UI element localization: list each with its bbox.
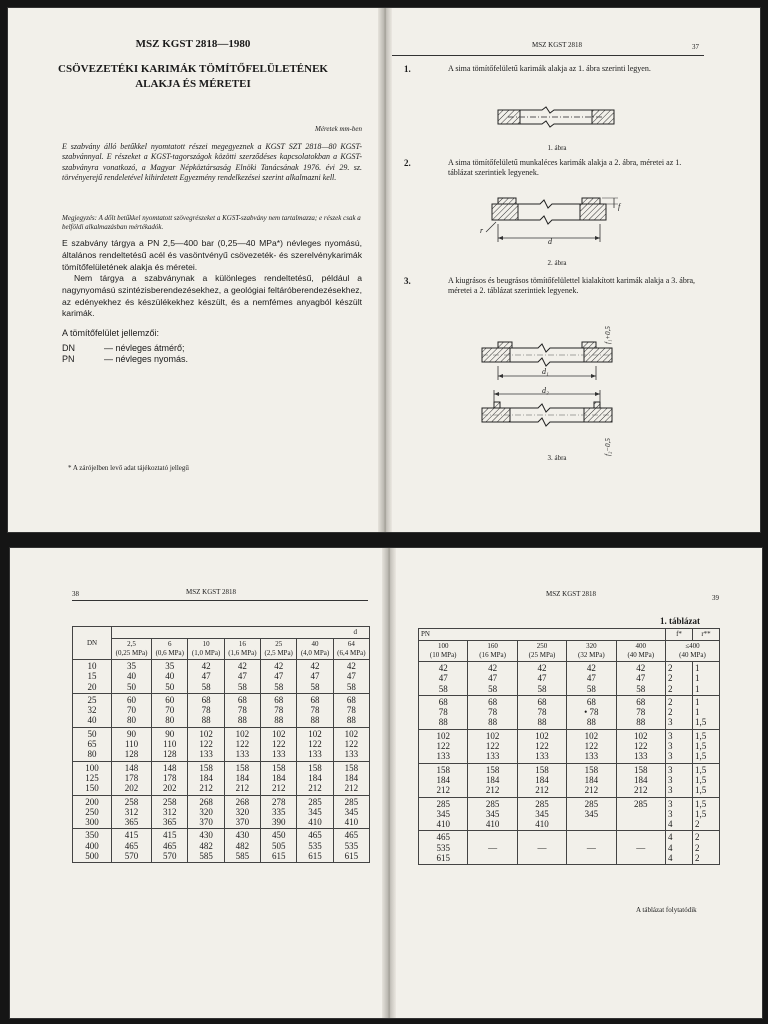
top-page-spread (8, 8, 760, 532)
d-value-cell: 35 40 50 (152, 660, 188, 694)
exclusion-paragraph: Nem tárgya a szabványnak a különleges rendeltetésű, például a nagynyomású szintézisberendezésekhez, a geológiai feltáróberendezésekhez, az edényekhez és készülékekhez készült, és a nemfémes anyagból készült karimák. (62, 273, 362, 319)
pressure-header: 25 (2,5 MPa) (261, 639, 297, 660)
right-page-37 (392, 8, 760, 532)
left-page-38 (10, 548, 380, 1018)
d-value-cell: 415 465 570 (152, 829, 188, 863)
dn-cell: 100 125 150 (73, 761, 112, 795)
dn-cell: 350 400 500 (73, 829, 112, 863)
figure-3-d1-label: d₁ (542, 367, 549, 376)
right-page-39 (396, 548, 762, 1018)
table-row-group (419, 662, 720, 696)
d-value-cell: 285 (616, 797, 665, 831)
d-value-cell: 102 122 133 (517, 729, 566, 763)
pn-term: PN (62, 354, 75, 364)
d-value-cell: 102 122 133 (297, 727, 333, 761)
dn-cell: 25 32 40 (73, 693, 112, 727)
running-header: MSZ KGST 2818 (186, 588, 237, 596)
d-value-cell: 35 40 50 (112, 660, 152, 694)
table-row-group (419, 763, 720, 797)
table-row-group (419, 831, 720, 865)
f-value-cell: 3 3 3 (666, 729, 693, 763)
r-value-cell: 1,5 1,5 2 (693, 797, 720, 831)
d-value-cell: 158 184 212 (419, 763, 468, 797)
header-rule (392, 55, 704, 56)
pn-definition: — névleges nyomás. (104, 354, 189, 364)
figure-2-d-label: d (548, 237, 552, 246)
pn-header: PN (419, 629, 666, 641)
item-3-number: 3. (404, 276, 411, 286)
figure-2-caption: 2. ábra (547, 259, 567, 267)
document-title-line-2: ALAKJA ÉS MÉRETEI (135, 78, 251, 90)
d-value-cell: 102 122 133 (224, 727, 260, 761)
d-value-cell: 42 47 58 (297, 660, 333, 694)
pressure-header: 160 (16 MPa) (468, 641, 517, 662)
r-value-cell: 2 2 2 (693, 831, 720, 865)
d-value-cell: 68 78 88 (468, 695, 517, 729)
d-value-cell: 68 78 88 (333, 693, 369, 727)
d-value-cell: 158 184 212 (517, 763, 566, 797)
f-value-cell: 3 3 3 (666, 763, 693, 797)
d-value-cell: 42 47 58 (333, 660, 369, 694)
d-value-cell: 430 482 585 (188, 829, 224, 863)
figure-1-caption: 1. ábra (547, 144, 567, 152)
d-value-cell: 430 482 585 (224, 829, 260, 863)
scope-paragraph: E szabvány tárgya a PN 2,5—400 bar (0,25—40 MPa*) névleges nyomású, általános rendeltetésű acél és vasöntvényű csövezeték- és szerelvénykarimák tömítőfelületének alakja és méretei. (62, 238, 362, 272)
d-value-cell: 90 110 128 (152, 727, 188, 761)
dn-definition: — névleges átmérő; (104, 343, 185, 353)
dn-cell: 10 15 20 (73, 660, 112, 694)
pressure-header: 320 (32 MPa) (567, 641, 616, 662)
r-subheader: ≤400 (40 MPa) (666, 641, 720, 662)
d-value-cell: 415 465 570 (112, 829, 152, 863)
table-row-group (73, 795, 370, 829)
d-value-cell: 68 • 78 88 (567, 695, 616, 729)
figure-3-f1-label: f₁+0,5 (604, 326, 612, 344)
f-value-cell: 2 2 2 (666, 662, 693, 696)
d-value-cell: 158 184 212 (224, 761, 260, 795)
table-title: 1. táblázat (660, 616, 700, 626)
table-row-group (73, 829, 370, 863)
d-value-cell: 68 78 88 (188, 693, 224, 727)
table-row-group (73, 761, 370, 795)
pressure-header: 16 (1,6 MPa) (224, 639, 260, 660)
pressure-header: 6 (0,6 MPa) (152, 639, 188, 660)
d-value-cell: 90 110 128 (112, 727, 152, 761)
pressure-header: 10 (1,0 MPa) (188, 639, 224, 660)
d-value-cell: 268 320 370 (224, 795, 260, 829)
item-1-text: A sima tömítőfelületű karimák alakja az 1. ábra szerinti legyen. (448, 64, 651, 73)
d-value-cell: 158 184 212 (616, 763, 665, 797)
d-value-cell: 158 184 212 (297, 761, 333, 795)
d-value-cell: — (517, 831, 566, 865)
page-number: 38 (72, 590, 79, 598)
r-value-cell: 1,5 1,5 1,5 (693, 729, 720, 763)
page-number: 37 (692, 43, 699, 51)
dn-cell: 50 65 80 (73, 727, 112, 761)
pressure-header: 400 (40 MPa) (616, 641, 665, 662)
item-2-number: 2. (404, 158, 411, 168)
d-value-cell: 285 345 410 (333, 795, 369, 829)
d-value-cell: 465 535 615 (419, 831, 468, 865)
d-value-cell: 42 47 58 (188, 660, 224, 694)
d-value-cell: 148 178 202 (112, 761, 152, 795)
item-2-text: A sima tömítőfelületű munkaléces karimák alakja a 2. ábra, méretei az 1. táblázat szerintiek legyenek. (448, 158, 682, 178)
item-3-text: A kiugrásos és beugrásos tömítőfelülettel kialakított karimák alakja a 3. ábra, méretei a 2. táblázat szerintiek legyenek. (448, 276, 696, 296)
table-row-group (419, 695, 720, 729)
d-value-cell: 68 78 88 (517, 695, 566, 729)
d-value-cell: 42 47 58 (224, 660, 260, 694)
r-value-cell: 1 1 1 (693, 662, 720, 696)
d-value-cell: 285 345 410 (419, 797, 468, 831)
d-value-cell: 60 70 80 (152, 693, 188, 727)
dn-term: DN (62, 343, 75, 353)
d-value-cell: 42 47 58 (468, 662, 517, 696)
d-value-cell: 102 122 133 (261, 727, 297, 761)
f-value-cell: 4 4 4 (666, 831, 693, 865)
continued-note: A táblázat folytatódik (636, 906, 697, 914)
table-row-group (419, 797, 720, 831)
d-value-cell: 42 47 58 (261, 660, 297, 694)
dimensions-note: Méretek mm-ben (315, 125, 362, 133)
d-value-cell: — (616, 831, 665, 865)
pressure-header: 40 (4,0 MPa) (297, 639, 333, 660)
table-row-group (73, 693, 370, 727)
d-value-cell: 102 122 133 (188, 727, 224, 761)
d-value-cell: 285 345 410 (297, 795, 333, 829)
standard-number-title: MSZ KGST 2818—1980 (135, 38, 251, 50)
d-header: d (112, 627, 370, 639)
d-value-cell: 60 70 80 (112, 693, 152, 727)
d-value-cell: 42 47 58 (419, 662, 468, 696)
pressure-header: 250 (25 MPa) (517, 641, 566, 662)
d-value-cell: 102 122 133 (567, 729, 616, 763)
d-value-cell: 42 47 58 (616, 662, 665, 696)
pressure-header: 2,5 (0,25 MPa) (112, 639, 152, 660)
d-value-cell: 42 47 58 (567, 662, 616, 696)
f-value-cell: 3 3 4 (666, 797, 693, 831)
d-value-cell: 285 345 410 (468, 797, 517, 831)
bottom-page-spread (10, 548, 762, 1018)
table-row-group (73, 660, 370, 694)
r-header: r** (693, 629, 720, 641)
table-1-right-part (418, 628, 720, 865)
d-value-cell: 42 47 58 (517, 662, 566, 696)
running-header: MSZ KGST 2818 (546, 590, 597, 598)
d-value-cell: 258 312 365 (152, 795, 188, 829)
figure-3-caption: 3. ábra (547, 454, 567, 462)
table-1-left-part (72, 626, 370, 863)
f-value-cell: 2 2 3 (666, 695, 693, 729)
dn-header: DN (73, 627, 112, 660)
d-value-cell: — (468, 831, 517, 865)
figure-3-male-female-drawing (472, 328, 632, 438)
running-header: MSZ KGST 2818 (532, 41, 583, 49)
document-title-line-1: CSÖVEZETÉKI KARIMÁK TÖMÍTŐFELÜLETÉNEK (58, 63, 328, 75)
d-value-cell: 268 320 370 (188, 795, 224, 829)
table-row-group (73, 727, 370, 761)
r-value-cell: 1,5 1,5 1,5 (693, 763, 720, 797)
figure-1-flange-drawing (492, 104, 622, 132)
d-value-cell: 68 78 88 (261, 693, 297, 727)
book-gutter (382, 548, 396, 1018)
footnote: * A zárójelben levő adat tájékoztató jellegű (68, 464, 189, 472)
d-value-cell: 465 535 615 (333, 829, 369, 863)
dn-cell: 200 250 300 (73, 795, 112, 829)
f-header: f* (666, 629, 693, 641)
d-value-cell: 278 335 390 (261, 795, 297, 829)
pressure-header: 100 (10 MPa) (419, 641, 468, 662)
d-value-cell: 158 184 212 (333, 761, 369, 795)
book-gutter (378, 8, 392, 532)
figure-2-f-label: f (618, 202, 621, 211)
d-value-cell: 68 78 88 (419, 695, 468, 729)
d-value-cell: 158 184 212 (468, 763, 517, 797)
figure-3-f2-label: f₂−0,5 (604, 438, 612, 456)
d-value-cell: 68 78 88 (297, 693, 333, 727)
d-value-cell: — (567, 831, 616, 865)
d-value-cell: 102 122 133 (468, 729, 517, 763)
d-value-cell: 102 122 133 (419, 729, 468, 763)
d-value-cell: 158 184 212 (567, 763, 616, 797)
r-value-cell: 1 1 1,5 (693, 695, 720, 729)
figure-3-d2-label: d₂ (542, 386, 549, 395)
d-value-cell: 158 184 212 (261, 761, 297, 795)
d-value-cell: 158 184 212 (188, 761, 224, 795)
d-value-cell: 285 345 410 (517, 797, 566, 831)
d-value-cell: 102 122 133 (333, 727, 369, 761)
d-value-cell: 68 78 88 (224, 693, 260, 727)
d-value-cell: 148 178 202 (152, 761, 188, 795)
d-value-cell: 258 312 365 (112, 795, 152, 829)
pressure-header: 64 (6,4 MPa) (333, 639, 369, 660)
d-value-cell: 450 505 615 (261, 829, 297, 863)
item-1-number: 1. (404, 64, 411, 74)
remark-paragraph: Megjegyzés: A dőlt betűkkel nyomtatott szövegrészeket a KGST-szabvány nem tartalmazza; e részek csak a belföldi alkalmazásban mértékadók. (62, 214, 361, 231)
table-row-group (419, 729, 720, 763)
left-page-title-page (8, 8, 378, 532)
d-value-cell: 465 535 615 (297, 829, 333, 863)
figure-2-r-label: r (480, 226, 484, 235)
d-value-cell: 285 345 (567, 797, 616, 831)
page-number: 39 (712, 594, 719, 602)
figure-2-raised-face-drawing (484, 194, 624, 250)
d-value-cell: 102 122 133 (616, 729, 665, 763)
header-rule (72, 600, 368, 601)
characteristics-heading: A tömítőfelület jellemzői: (62, 328, 160, 338)
d-value-cell: 68 78 88 (616, 695, 665, 729)
intro-italic-paragraph: E szabvány álló betűkkel nyomtatott részei megegyeznek a KGST SZT 2818—80 KGST-szabvánnyal. E részeket a KGST-tagországok közötti szerződéses kapcsolatokban a KGST-szabványra vonatkozó, a Magyar Népköztársaság Elnöki Tanácsának 1976. évi 29. sz. törvényerejű rendeletével kihirdetett Egyezmény rendelkezései szerint alkalmazni kell. (62, 142, 362, 183)
